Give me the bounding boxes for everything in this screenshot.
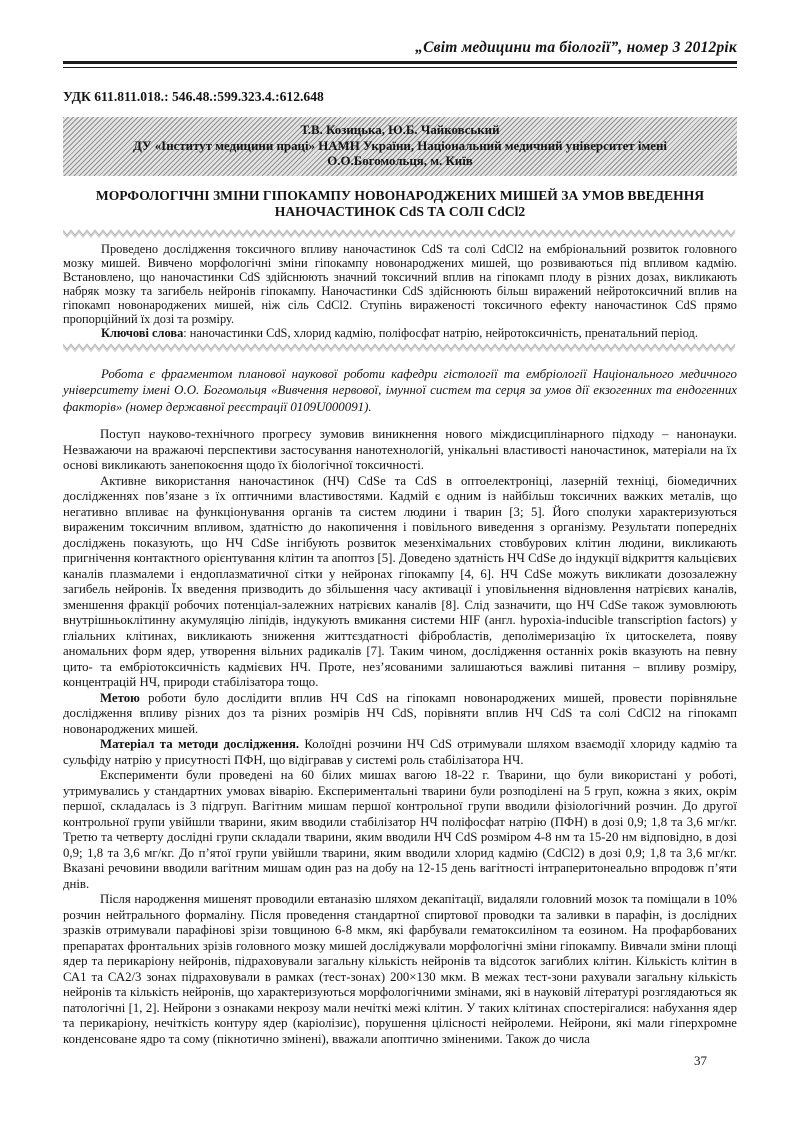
- zigzag-divider-top: [63, 229, 737, 239]
- journal-header: „Світ медицини та біології”, номер 3 2012рік: [415, 39, 737, 56]
- body-paragraph-1: Поступ науково-технічного прогресу зумовив виникнення нового міждисциплінарного підходу – нанонауки. Незважаючи на вражаючі перспективи застосування нанотехнологій, унікальні властивості наночастинок, матеріали на їх основі викликають занепокоєння щодо їх біологічної токсичності.: [63, 427, 737, 472]
- body-paragraph-6: Після народження мишенят проводили евтаназію шляхом декапітації, видаляли головний мозок та поміщали в 10% розчин нейтрального формаліну. Після проведення стандартної спиртової проводки та заливки в парафін, із дослідних зразків отримували парафінові зрізи товщиною 6-8 мкм, які фарбували гематоксиліном та еозином. На профарбованих препаратах фронтальних зрізів головного мозку мишей досліджували морфологічні зміни гіпокампу. Вивчали зміни площі ядер та перикаріону нейронів, підраховували загальну кількість нейронів та відсоток загиблих клітин. Кількість клітин в СА1 та СА2/3 зонах підраховували в рамках (тест-зонах) 200×130 мкм. В межах тест-зони рахували загальну кількість нейронів та кількість нейронів, що характеризуються морфологічними змінами, які в науковій літературі розглядаються як патологічні [1, 2]. Нейрони з ознаками некрозу мали нечіткі межі клітин. У таких клітинах спостерігалися: набухання ядер та перикаріону, нечіткість контуру ядер (каріолізис), порушення цілісності нейролеми. Нейрони, які мали гіперхромне конденсоване ядро та сому (пікнотично змінені), вважали апоптично зміненими. Також до числа: [63, 892, 737, 1046]
- abstract-section: [63, 242, 737, 340]
- funding-note: Робота є фрагментом планової наукової роботи кафедри гістології та ембріології Національного медичного університету імені О.О. Богомольця «Вивчення нервової, імунної систем та серця за умов дії екзогенних та ендогенних факторів» (номер державної реєстрації 0109U000091).: [63, 366, 737, 414]
- article-body: [63, 427, 737, 1047]
- body-paragraph-2: Активне використання наночастинок (НЧ) CdSe та CdS в оптоелектроніці, лазерній техніці, біомедичних дослідженнях пов’язане з їх оптичними властивостями. Кадмій є одним із найбільш токсичних важких металів, що негативно впливає на функціонування органів та систем людини і тварин [3; 5]. Його сполуки характеризуються вираженим токсичним впливом, здатністю до накопичення і повільного виведення з організму. Результати попередніх досліджень показують, що НЧ CdSe інгібують розвиток мезенхімальних стовбурових клітин людини, викликають пригнічення контактного орієнтування клітин та апоптоз [5]. Доведено здатність НЧ CdSe до індукції відкриття кальцієвих каналів плазмалеми і ендоплазматичної сітки у нейронах гіпокампу [4, 6]. НЧ CdSe можуть викликати дозозалежну загибель нейронів. Їх введення призводить до збільшення часу активації і уповільнення відновлення натрієвих каналів, зменшення фракції робочих потенціал-залежних натрієвих каналів [8]. Слід зазначити, що НЧ CdSe також зумовлюють внутрішньоклітинну акумуляцію ліпідів, індукують вмикання системи HIF (англ. hypoxia-inducible transcription factors) у гліальних клітинах, викликають зниження життєздатності фібробластів, деполімеризацію їх цитоскелета, появу аномальних форм ядер, утворення вільних радикалів [7]. Таким чином, дослідження останніх років вказують на певну цито- та ембріотоксичність кадмієвих НЧ. Проте, нез’ясованими залишаються важливі питання – впливу розміру, концентрацій НЧ, природи стабілізатора тощо.: [63, 473, 737, 689]
- header-rule: [63, 61, 737, 68]
- article-title: [63, 188, 737, 221]
- article-title-line-2: НАНОЧАСТИНОК CdS ТА СОЛІ CdCl2: [274, 204, 526, 219]
- page-number: 37: [694, 1053, 707, 1068]
- zigzag-divider-bottom: [63, 343, 737, 353]
- udc-line: УДК 611.811.018.: 546.48.:599.323.4.:612.648: [63, 89, 324, 104]
- body-paragraph-5: Експерименти були проведені на 60 білих мишах вагою 18-22 г. Тварини, що були використані у роботі, утримувались у стандартних умовах віварію. Експериментальні тварини були розподілені на 5 груп, кожна з яких, окрім першої, складалась із 3 підгруп. Вагітним мишам першої контрольної групи вводили фізіологічний розчин. До другої контрольної групи увійшли тварини, яким вводили стабілізатор НЧ поліфосфат натрію (ПФН) в дозі 0,9; 1,8 та 3,6 мг/кг. Третю та четверту дослідні групи складали тварини, яким вводили НЧ CdS розміром 4-8 нм та 15-20 нм відповідно, в дозі 0,9; 1,8 та 3,6 мг/кг. До п’ятої групи увійшли тварини, яким вводили хлорид кадмію (CdCl2) в дозі 0,9; 1,8 та 3,6 мг/кг. Вказані речовини вводили вагітним мишам один раз на добу на 12-15 день вагітності інтраперитонеально впродовж п’яти днів.: [63, 768, 737, 891]
- article-title-line-1: МОРФОЛОГІЧНІ ЗМІНИ ГІПОКАМПУ НОВОНАРОДЖЕНИХ МИШЕЙ ЗА УМОВ ВВЕДЕННЯ: [95, 187, 705, 203]
- body-paragraph-4: [63, 737, 737, 768]
- keywords-text: : наночастинки CdS, хлорид кадмію, поліфосфат натрію, нейротоксичність, пренатальний період.: [183, 325, 698, 340]
- keywords-label: Ключові слова: [101, 325, 184, 340]
- affiliation-line-2: О.О.Богомольця, м. Київ: [327, 154, 473, 168]
- author-names: Т.В. Козицька, Ю.Б. Чайковський: [300, 123, 500, 137]
- authors-box: [63, 117, 737, 176]
- paragraph-4-lead: Матеріал та методи дослідження.: [100, 737, 300, 751]
- paragraph-3-text: роботи було дослідити вплив НЧ CdS на гіпокамп новонароджених мишей, провести порівняльне дослідження впливу різних доз та різних розмірів НЧ CdS, порівняти вплив НЧ CdS та солі CdCl2 на гіпокамп новонароджених мишей.: [63, 690, 737, 736]
- paragraph-3-lead: Метою: [100, 690, 140, 705]
- affiliation-line-1: ДУ «Інститут медицини праці» НАМН України, Національний медичний університет імені: [133, 138, 667, 153]
- body-paragraph-3: [63, 691, 737, 738]
- keywords-line: [63, 326, 737, 340]
- paragraph-4-text: Колоїдні розчини НЧ CdS отримували шляхом взаємодії хлориду кадмію та сульфіду натрію у присутності ПФН, що відігравав у системі роль стабілізатора НЧ.: [63, 737, 737, 767]
- abstract-text: Проведено дослідження токсичного впливу наночастинок CdS та солі CdCl2 на ембріональний розвиток головного мозку мишей. Вивчено морфологічні зміни гіпокампу новонароджених мишей, що розвиваються під впливом кадмію. Встановлено, що наночастинки CdS здійснюють значний токсичний вплив на гіпокамп плоду в різних дозах, викликають набряк мозку та загибель нейронів гіпокампу. Наночастинки CdS здійснюють більш виражений нейротоксичний вплив на гіпокамп новонароджених мишей, ніж сіль CdCl2. Ступінь вираженості токсичного ефекту наночастинок CdS прямо пропорційний їх дозі та розміру.: [63, 241, 737, 326]
